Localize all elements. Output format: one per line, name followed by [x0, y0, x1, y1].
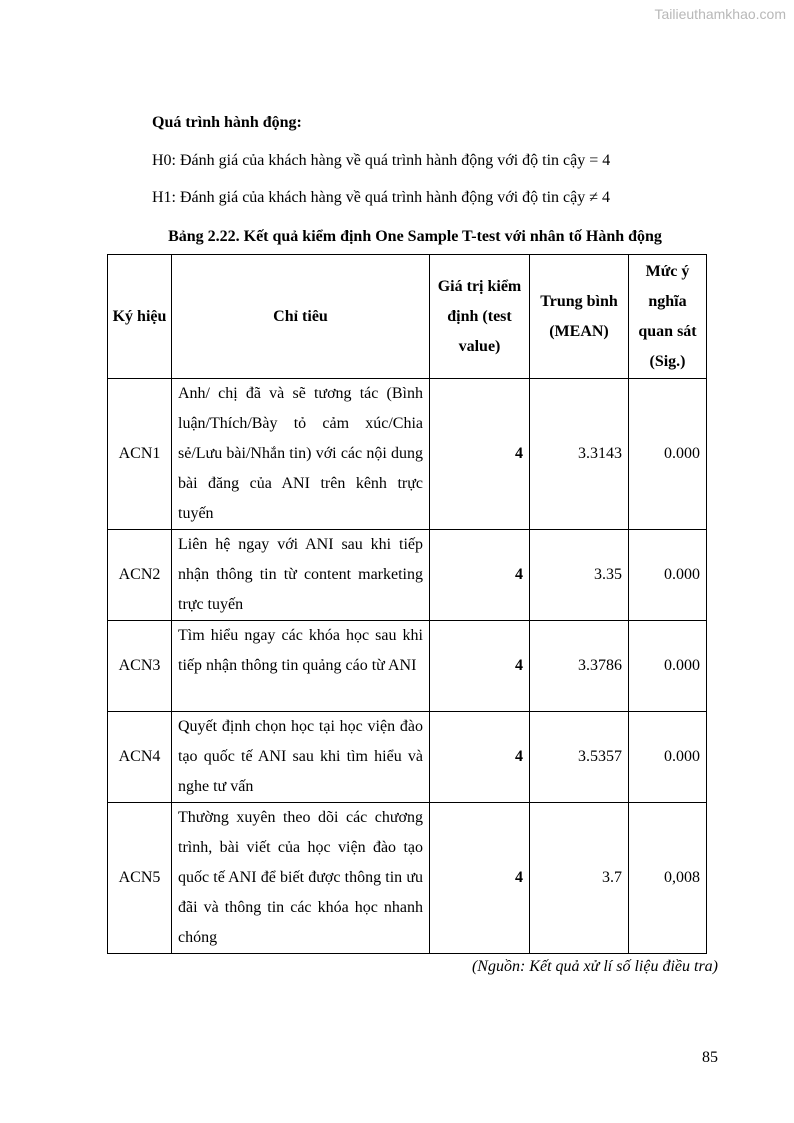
table-caption: Bảng 2.22. Kết quả kiểm định One Sample T-test với nhân tố Hành động	[168, 228, 662, 245]
row-test-value: 4	[430, 621, 530, 712]
row-code: ACN4	[108, 712, 172, 803]
table-row	[108, 803, 707, 954]
hypothesis-h1: H1: Đánh giá của khách hàng về quá trình hành động với độ tin cậy ≠ 4	[152, 189, 611, 206]
page-number: 85	[702, 1049, 718, 1066]
row-criterion: Thường xuyên theo dõi các chương trình, bài viết của học viện đào tạo quốc tế ANI để biết được thông tin ưu đãi và thông tin các khóa học nhanh chóng	[172, 803, 430, 954]
header-mean: Trung bình (MEAN)	[530, 255, 629, 379]
row-code: ACN3	[108, 621, 172, 712]
header-symbol: Ký hiệu	[108, 255, 172, 379]
table-row	[108, 530, 707, 621]
row-sig: 0,008	[629, 803, 707, 954]
header-test-value: Giá trị kiểm định (test value)	[430, 255, 530, 379]
table-row	[108, 621, 707, 712]
row-mean: 3.35	[530, 530, 629, 621]
table-header-row	[108, 255, 707, 379]
row-mean: 3.3786	[530, 621, 629, 712]
row-criterion: Liên hệ ngay với ANI sau khi tiếp nhận thông tin từ content marketing trực tuyến	[172, 530, 430, 621]
row-test-value: 4	[430, 530, 530, 621]
header-criterion: Chỉ tiêu	[172, 255, 430, 379]
row-sig: 0.000	[629, 621, 707, 712]
hypothesis-h0: H0: Đánh giá của khách hàng về quá trình hành động với độ tin cậy = 4	[152, 152, 611, 169]
row-sig: 0.000	[629, 712, 707, 803]
row-sig: 0.000	[629, 379, 707, 530]
source-note: (Nguồn: Kết quả xử lí số liệu điều tra)	[471, 958, 718, 975]
header-sig: Mức ý nghĩa quan sát (Sig.)	[629, 255, 707, 379]
row-criterion: Tìm hiểu ngay các khóa học sau khi tiếp nhận thông tin quảng cáo từ ANI	[172, 621, 430, 712]
row-code: ACN2	[108, 530, 172, 621]
table-row	[108, 379, 707, 530]
row-code: ACN1	[108, 379, 172, 530]
row-code: ACN5	[108, 803, 172, 954]
row-criterion: Anh/ chị đã và sẽ tương tác (Bình luận/Thích/Bày tỏ cảm xúc/Chia sẻ/Lưu bài/Nhắn tin) với các nội dung bài đăng của ANI trên kênh trực tuyến	[172, 379, 430, 530]
row-test-value: 4	[430, 712, 530, 803]
row-mean: 3.5357	[530, 712, 629, 803]
section-heading: Quá trình hành động:	[152, 114, 302, 131]
table-row	[108, 712, 707, 803]
watermark: Tailieuthamkhao.com	[654, 6, 786, 22]
row-sig: 0.000	[629, 530, 707, 621]
t-test-table	[107, 254, 707, 954]
row-mean: 3.7	[530, 803, 629, 954]
row-test-value: 4	[430, 379, 530, 530]
row-criterion: Quyết định chọn học tại học viện đào tạo quốc tế ANI sau khi tìm hiểu và nghe tư vấn	[172, 712, 430, 803]
row-test-value: 4	[430, 803, 530, 954]
row-mean: 3.3143	[530, 379, 629, 530]
